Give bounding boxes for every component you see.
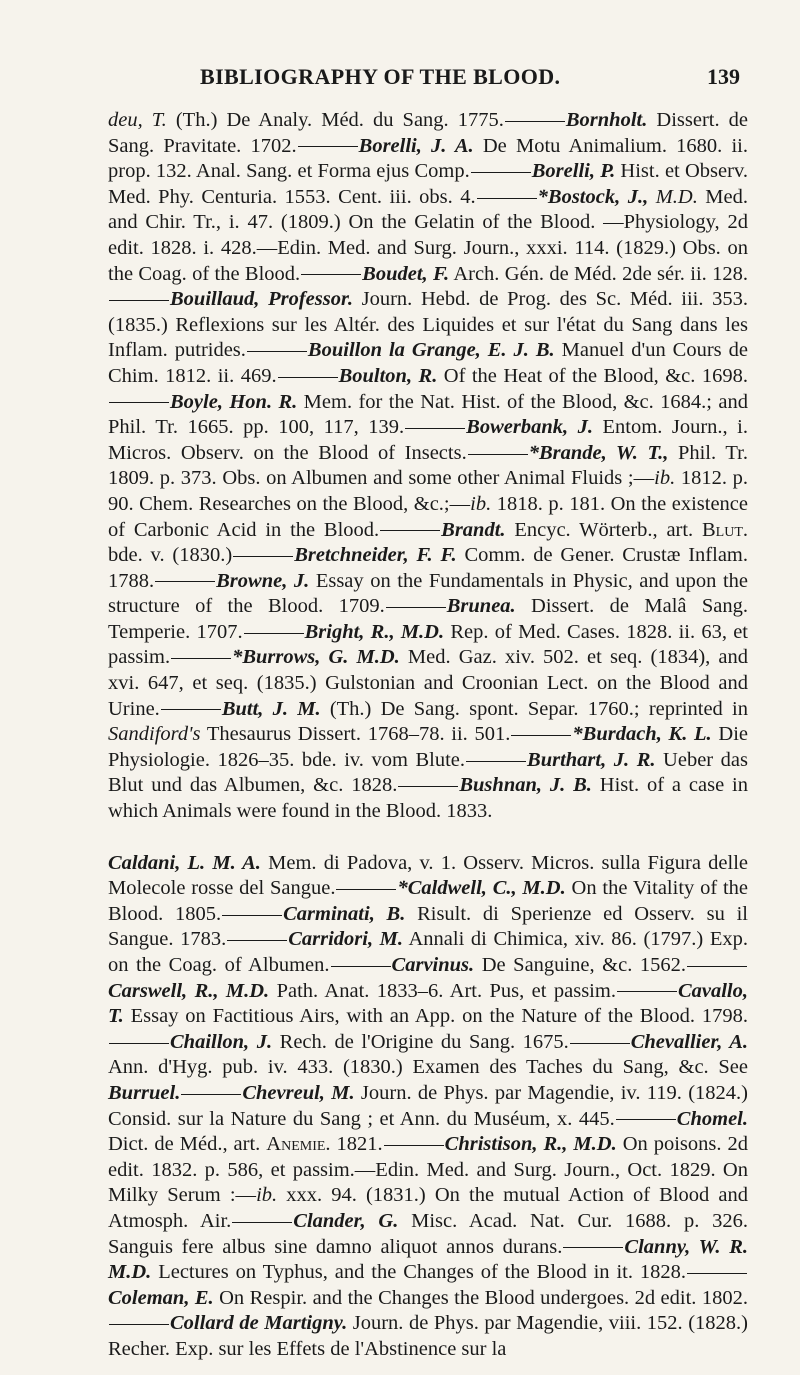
- entry-text: Entom. Journ., i. Micros. Observ. on the Blood of Insects.: [108, 416, 748, 464]
- entry-dash: [398, 786, 458, 787]
- entry-dash: [687, 966, 747, 967]
- entry-dash: [687, 1273, 747, 1274]
- entry-text: On Respir. and the Changes the Blood undergoes. 2d edit. 1802.: [213, 1286, 748, 1309]
- author-name: *Burrows, G. M.D.: [232, 646, 400, 669]
- entry-text: 1818. p. 181. On the existence of Carbonic Acid in the Blood.: [108, 492, 748, 541]
- author-name: Bowerbank, J.: [466, 416, 594, 439]
- entry-text: On poisons. 2d edit. 1832. p. 586, et passim.—Edin. Med. and Surg. Journ., Oct. 1829. On Milky Serum :—: [108, 1133, 748, 1207]
- entry-text: Misc. Acad. Nat. Cur. 1688. p. 326. Sanguis fere albus sine damno aliquot annos durans.: [108, 1209, 748, 1258]
- author-name: Boudet, F.: [362, 262, 450, 285]
- entry-text: (Th.) De Analy. Méd. du Sang. 1775.: [166, 109, 504, 131]
- author-name: Chomel.: [676, 1107, 748, 1130]
- entry-dash: [247, 351, 307, 352]
- author-name: Borelli, P.: [531, 160, 616, 183]
- entry-dash: [617, 991, 677, 992]
- author-name: Chevreul, M.: [242, 1081, 355, 1104]
- entry-text: Mem. for the Nat. Hist. of the Blood, &c. 1684.; and Phil. Tr. 1665. pp. 100, 117, 139.: [108, 390, 748, 439]
- entry-text: Thesaurus Dissert. 1768–78. ii. 501.: [200, 723, 511, 746]
- entry-text: Comm. de Gener. Crustæ Inflam. 1788.: [108, 544, 748, 592]
- entry-text: Mem. di Padova, v. 1. Osserv. Micros. sulla Figura delle Molecole rosse del Sangue.: [108, 851, 748, 900]
- bibliography-section-b: [108, 108, 748, 825]
- entry-text: Essay on the Fundamentals in Physic, and upon the structure of the Blood. 1709.: [108, 569, 749, 618]
- author-name: *Bostock, J.,: [537, 185, 649, 208]
- author-name: Collard de Martigny.: [170, 1312, 348, 1335]
- entry-text: Journ. de Phys. par Magendie, iv. 119. (1824.) Consid. sur la Nature du Sang ; et Ann. du Muséum, x. 445.: [108, 1081, 748, 1130]
- entry-dash: [298, 146, 358, 147]
- entry-text: Ueber das Blut und das Albumen, &c. 1828.: [108, 748, 749, 797]
- entry-text: Encyc. Wörterb., art.: [505, 518, 702, 541]
- author-name: Boulton, R.: [338, 364, 438, 387]
- entry-text: Risult. di Sperienze ed Osserv. su il Sangue. 1783.: [108, 902, 748, 951]
- entry-dash: [570, 1043, 630, 1044]
- entry-text: [648, 186, 655, 208]
- entry-text: Anemie: [266, 1133, 326, 1156]
- entry-text: xxx. 94. (1831.) On the mutual Action of Blood and Atmosph. Air.: [108, 1184, 748, 1232]
- entry-text: Dissert. de Malâ Sang. Temperie. 1707.: [108, 595, 748, 643]
- entry-text: Phil. Tr. 1809. p. 373. Obs. on Albumen and some other Animal Fluids ;—: [108, 441, 749, 490]
- entry-text: Path. Anat. 1833–6. Art. Pus, et passim.: [269, 979, 616, 1002]
- author-name: Clander, G.: [293, 1209, 399, 1232]
- entry-text: M.D.: [655, 185, 698, 208]
- entry-dash: [563, 1247, 623, 1248]
- entry-text: Dict. de Méd., art.: [108, 1133, 267, 1156]
- entry-dash: [109, 402, 169, 403]
- entry-text: ib.: [470, 492, 492, 515]
- author-name: Coleman, E.: [108, 1286, 214, 1309]
- author-name: Brunea.: [446, 595, 516, 618]
- entry-text: Dissert. de Sang. Pravitate. 1702.: [108, 109, 749, 157]
- entry-text: . 1821.: [325, 1133, 383, 1156]
- entry-dash: [471, 172, 531, 173]
- entry-dash: [233, 556, 293, 557]
- entry-text: Lectures on Typhus, and the Changes of the Blood in it. 1828.: [151, 1261, 686, 1284]
- entry-dash: [155, 581, 215, 582]
- entry-dash: [336, 889, 396, 890]
- entry-dash: [181, 1094, 241, 1095]
- entry-text: ib.: [256, 1184, 278, 1207]
- entry-dash: [616, 1119, 676, 1120]
- entry-dash: [477, 198, 537, 199]
- entry-text: deu, T.: [108, 109, 167, 131]
- author-name: Carvinus.: [391, 954, 475, 976]
- author-name: Cavallo, T.: [108, 979, 748, 1028]
- author-name: Clanny, W. R. M.D.: [108, 1235, 748, 1284]
- author-name: Bright, R., M.D.: [304, 620, 445, 643]
- entry-text: Journ. de Phys. par Magendie, viii. 152. (1828.) Recher. Exp. sur les Effets de l'Abstinence sur la: [108, 1312, 748, 1360]
- author-name: Burthart, J. R.: [527, 748, 656, 771]
- author-name: Borelli, J. A.: [358, 134, 474, 157]
- entry-dash: [466, 761, 526, 762]
- entry-text: De Motu Animalium. 1680. ii. prop. 132. Anal. Sang. et Forma ejus Comp.: [108, 134, 749, 183]
- entry-text: Blut: [701, 518, 743, 541]
- entry-text: . bde. v. (1830.): [108, 518, 748, 567]
- entry-text: ib.: [654, 467, 676, 490]
- entry-dash: [278, 377, 338, 378]
- entry-dash: [386, 607, 446, 608]
- entry-dash: [380, 530, 440, 531]
- author-name: *Caldwell, C., M.D.: [397, 877, 566, 900]
- author-name: Carminati, B.: [283, 902, 406, 925]
- author-name: Burruel.: [108, 1081, 181, 1104]
- author-name: Carridori, M.: [288, 928, 404, 951]
- page-number: 139: [707, 64, 740, 89]
- entry-text: Manuel d'un Cours de Chim. 1812. ii. 469.: [108, 339, 748, 387]
- entry-dash: [384, 1145, 444, 1146]
- entry-dash: [405, 428, 465, 429]
- entry-text: Hist. et Observ. Med. Phy. Centuria. 1553. Cent. iii. obs. 4.: [108, 160, 748, 208]
- author-name: Bouillon la Grange, E. J. B.: [307, 339, 555, 362]
- entry-dash: [511, 735, 571, 736]
- entry-dash: [227, 940, 287, 941]
- entry-text: Essay on Factitious Airs, with an App. on the Nature of the Blood. 1798.: [123, 1005, 748, 1028]
- entry-text: Annali di Chimica, xiv. 86. (1797.) Exp. on the Coag. of Albumen.: [108, 928, 748, 976]
- author-name: *Brande, W. T.,: [528, 441, 669, 464]
- entry-dash: [161, 709, 221, 710]
- author-name: Carswell, R., M.D.: [108, 979, 270, 1002]
- entry-dash: [109, 300, 169, 301]
- author-name: Bretchneider, F. F.: [294, 544, 457, 567]
- author-name: Butt, J. M.: [221, 697, 321, 720]
- entry-text: Ann. d'Hyg. pub. iv. 433. (1830.) Examen des Taches du Sang, &c. See: [108, 1056, 748, 1079]
- entry-text: (Th.) De Sang. spont. Separ. 1760.; reprinted in: [320, 697, 748, 720]
- entry-text: Of the Heat of the Blood, &c. 1698.: [437, 364, 748, 387]
- page-header: [108, 64, 748, 94]
- entry-dash: [468, 454, 528, 455]
- entry-text: Rep. of Med. Cases. 1828. ii. 63, et passim.: [108, 620, 748, 669]
- author-name: Caldani, L. M. A.: [108, 851, 261, 874]
- entry-dash: [301, 274, 361, 275]
- author-name: Bushnan, J. B.: [459, 774, 592, 797]
- entry-dash: [222, 915, 282, 916]
- entry-text: 1812. p. 90. Chem. Researches on the Blood, &c.;—: [108, 467, 749, 515]
- entry-dash: [505, 121, 565, 122]
- entry-dash: [232, 1222, 292, 1223]
- entry-dash: [171, 658, 231, 659]
- author-name: Bornholt.: [565, 109, 648, 131]
- entry-text: De Sanguine, &c. 1562.: [474, 954, 686, 976]
- author-name: Browne, J.: [216, 569, 310, 592]
- entry-text: Journ. Hebd. de Prog. des Sc. Méd. iii. 353. (1835.) Reflexions sur les Altér. des Liquides et sur l'état du Sang dans les Inflam. putrides.: [108, 288, 748, 362]
- author-name: Boyle, Hon. R.: [170, 390, 298, 413]
- entry-dash: [244, 633, 304, 634]
- entry-dash: [331, 966, 391, 967]
- entry-text: Die Physiologie. 1826–35. bde. iv. vom Blute.: [108, 723, 748, 771]
- entry-text: Med. and Chir. Tr., i. 47. (1809.) On the Gelatin of the Blood. —Physiology, 2d edit. 1828. i. 428.—Edin. Med. and Surg. Journ., xxxi. 114. (1829.) Obs. on the Coag. of the Blood.: [108, 185, 749, 285]
- entry-text: Rech. de l'Origine du Sang. 1675.: [272, 1030, 569, 1053]
- entry-text: Med. Gaz. xiv. 502. et seq. (1834), and xvi. 647, et seq. (1835.) Gulstonian and Croonian Lect. on the Blood and Urine.: [108, 646, 748, 720]
- author-name: Christison, R., M.D.: [444, 1133, 617, 1156]
- author-name: Chevallier, A.: [630, 1030, 748, 1053]
- entry-text: On the Vitality of the Blood. 1805.: [108, 877, 748, 925]
- entry-text: Hist. of a case in which Animals were found in the Blood. 1833.: [108, 774, 748, 823]
- entry-text: Sandiford's: [108, 723, 201, 746]
- author-name: Bouillaud, Professor.: [170, 288, 353, 311]
- entry-dash: [109, 1324, 169, 1325]
- entry-text: Arch. Gén. de Méd. 2de sér. ii. 128.: [449, 262, 748, 285]
- author-name: *Burdach, K. L.: [572, 723, 712, 746]
- running-title: BIBLIOGRAPHY OF THE BLOOD.: [200, 64, 561, 89]
- author-name: Chaillon, J.: [170, 1030, 273, 1053]
- author-name: Brandt.: [441, 518, 506, 541]
- entry-dash: [109, 1043, 169, 1044]
- bibliography-section-c: [108, 851, 748, 1363]
